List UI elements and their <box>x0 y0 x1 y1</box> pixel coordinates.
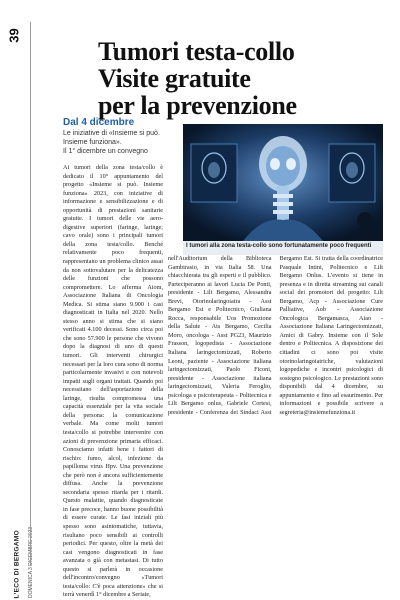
summary-line-1: Le iniziative di «Insieme si può. <box>63 130 160 137</box>
publication-name: L'ECO DI BERGAMO <box>13 530 21 599</box>
ct-scan-icon <box>183 124 383 241</box>
ct-scan-image <box>183 124 383 241</box>
title-line-1: Tumori testa-collo <box>98 37 295 66</box>
page-number: 39 <box>6 28 22 43</box>
summary-line-3: Il 1° dicembre un convegno <box>63 148 148 155</box>
summary-line-2: Insieme funziona». <box>63 139 122 146</box>
article-title <box>98 38 388 119</box>
photo-caption: I tumori alla zona testa-collo sono fortunatamente poco frequenti <box>186 243 372 249</box>
article-summary <box>63 129 173 156</box>
title-line-3: per la prevenzione <box>98 91 297 120</box>
page-margin <box>0 0 34 599</box>
margin-divider <box>30 22 31 566</box>
article-dateline: Dal 4 dicembre <box>63 117 135 128</box>
issue-date: DOMENICA 3 DICEMBRE 2023 <box>28 526 34 598</box>
column-1-text: Ai tumori della zona testa/collo è dedicato il 10° appuntamento del progetto «Insieme si può. Insieme funziona» 2023, con iniziative di informazione e sensibilizzazione e di opportunità di prestazioni sanitarie gratuite. I tumori delle vie aero-digestive superiori (faringe, laringe; cavo orale) sono i principali tumori della zona testa/collo. Benché relativamente poco frequenti, rappresentano un problema clinico assai da non sottovalutare per la delicatezza delle funzioni che possono compromettere. Lo afferma Aiom, Associazione Italiana di Oncologia Medica. Si stima siano 9.900 i casi diagnosticati in Italia nel 2020. Nello stesso anno si stima che si siano verificati 4.100 decessi. Sono circa poi che sono 57.900 le persone che vivono dopo la diagnosi di uno di questi tumori. Gli interventi chirurgici necessari per la loro cura sono di norma particolarmente invasivi e con notevoli impatti sugli organi trattati. Quando poi necessitano dell'asportazione della laringe, risulta compromessa una capacità essenziale per la vita sociale della persona: la comunicazione verbale. Ma come molti tumori testa/collo si potrebbe intervenire con azioni di prevenzione primaria efficaci. Conosciamo infatti bene i fattori di rischio: fumo, alcol, infezione da papilloma virus Hpv. Una prevenzione che però non è ancora sufficientemente diffusa. Anche la prevenzione secondaria spesso ritarda per i ritardi. Questo malattie, quando diagnosticate in fase precoce, hanno buone possibilità di essere curate. Le fasi iniziali più spesso sono asintomatiche, tuttavia, risultano poco sensibili ai controlli periodici. Per questo, oltre la metà dei casi vengono diagnosticati in fase avanzata o già con metastasi. Di tutto questo si parlerà in occasione dell'incontro/convegno «Tumori testa/collo: C'è poca attenzione» che si terrà venerdì 1° dicembre a Seriate, <box>63 164 163 599</box>
article-column-1 <box>63 164 163 600</box>
title-line-2: Visite gratuite <box>98 64 251 93</box>
column-2-text: nell'Auditorium della Biblioteca Gambirasio, in via Italia 58. Una chiacchierata tra gli esperti e il pubblico. Parteciperanno ai lavori Lucia De Ponti, presidente - Lilt Bergamo, Alessandra Brevi, Otorinolaringoiatra - Asst Bergamo Est e Politecnico, Giuliana Rocca, responsabile Uos Promozione della Salute - Ats Bergamo, Cecilia Moro, oncologa - Asst PG23, Maurizio Frasson, logopedista - Associazione Italiana laringectomizzati, Roberto Leoni, paziente - Associazione italiana laringectomizzati, Paolo Ficoni, presidente - Associazione italiana laringectomizzati, Valeria Feroglio, psicologa e psicoterapeuta - Politecnica e Lilt Bergamo onlus, Gabriele Cortesi, presidente - Conferenza dei Sindaci Asst Bergamo Est. Si tratta della coordinatrice Pasquale Intini, Politecnico e Lilt Bergamo Onlus. L'evento si tiene in presenza e in diretta streaming sui canali social dei promotori del progetto: Lilt Bergamo, Acp - Associazione Cure Palliative, Aob - Associazione Oncologica Bergamasca, Aiao - Associazione Italiana Laringectomizzati, Amici di Gabry. Insieme con il Sole dentro e Politecnica. A disposizione dei cittadini ci sono poi visite otorinolaringoiatriche, valutazioni logopediche e incontri psicologici di sostegno psicologico. Le prestazioni sono disponibili dal 4 dicembre, su appuntamento e fino ad esaurimento. Per informazioni e possibile scrivere a segreteria@insiemefunziona.it <box>168 255 383 416</box>
article-column-2 <box>168 255 383 555</box>
